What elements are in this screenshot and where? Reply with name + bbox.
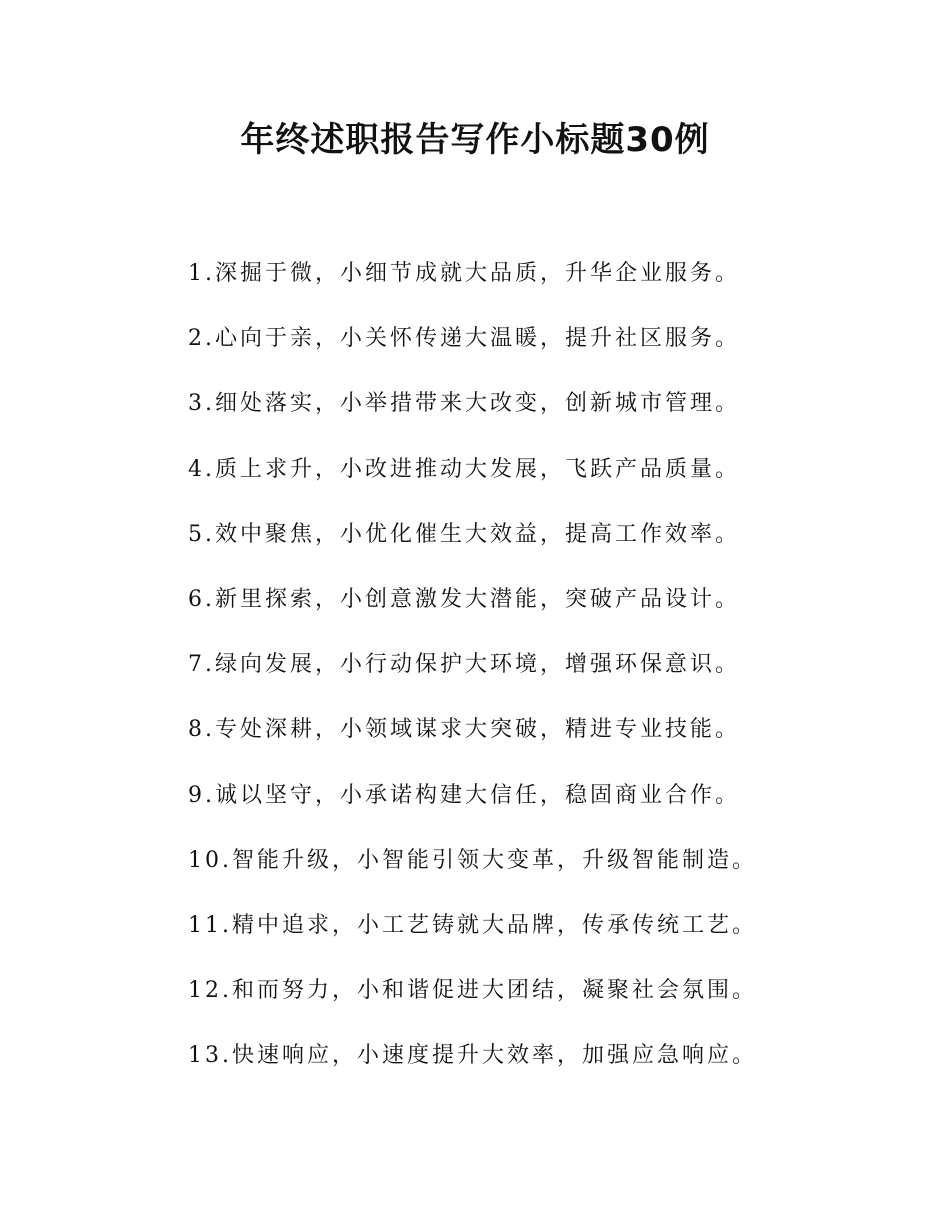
list-item-9: 9.诚以坚守，小承诺构建大信任，稳固商业合作。: [188, 782, 740, 808]
list-item-8: 8.专处深耕，小领域谋求大突破，精进专业技能。: [188, 717, 740, 743]
list-item-6: 6.新里探索，小创意激发大潜能，突破产品设计。: [188, 586, 740, 612]
list-item-7: 7.绿向发展，小行动保护大环境，增强环保意识。: [188, 652, 740, 678]
list-item-3: 3.细处落实，小举措带来大改变，创新城市管理。: [188, 391, 740, 417]
list-item-4: 4.质上求升，小改进推动大发展，飞跃产品质量。: [188, 456, 740, 482]
document-title: 年终述职报告写作小标题30例: [240, 120, 710, 160]
list-item-12: 12.和而努力，小和谐促进大团结，凝聚社会氛围。: [188, 978, 757, 1004]
list-item-1: 1.深掘于微，小细节成就大品质，升华企业服务。: [188, 261, 740, 286]
list-item-13: 13.快速响应，小速度提升大效率，加强应急响应。: [188, 1043, 757, 1069]
list-item-10: 10.智能升级，小智能引领大变革，升级智能制造。: [188, 847, 757, 873]
subtitle-list: [188, 252, 888, 1099]
list-item-5: 5.效中聚焦，小优化催生大效益，提高工作效率。: [188, 521, 740, 547]
list-item-2: 2.心向于亲，小关怀传递大温暖，提升社区服务。: [188, 326, 740, 352]
list-item-11: 11.精中追求，小工艺铸就大品牌，传承传统工艺。: [188, 912, 757, 938]
